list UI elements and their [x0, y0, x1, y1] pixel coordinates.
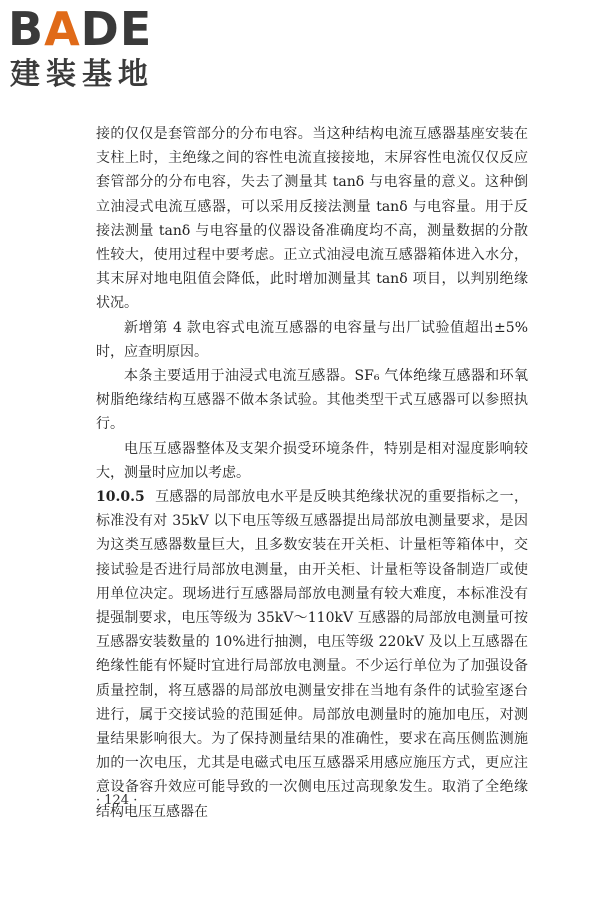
paragraph: 新增第 4 款电容式电流互感器的电容量与出厂试验值超出±5%时，应查明原因。: [96, 319, 528, 360]
paragraph: 本条主要适用于油浸式电流互感器。SF₆ 气体绝缘互感器和环氧树脂绝缘结构互感器不做本条试验。其他类型干式互感器可以参照执行。: [96, 368, 528, 433]
logo-subtitle: 建装基地: [10, 57, 154, 92]
section-text: 互感器的局部放电水平是反映其绝缘状况的重要指标之一，标准没有对 35kV 以下电压等级互感器提出局部放电测量要求，是因为这类互感器数量巨大，且多数安装在开关柜、计量柜等箱体中，交接试验是否进行局部放电测量，由开关柜、计量柜等设备制造厂或使用单位决定。现场进行互感器局部放电测量有较大难度，本标准没有提强制要求，电压等级为 35kV～110kV 互感器的局部放电测量可按互感器安装数量的 10%进行抽测，电压等级 220kV 及以上互感器在绝缘性能有怀疑时宜进行局部放电测量。不少运行单位为了加强设备质量控制，将互感器的局部放电测量安排在当地有条件的试验室逐台进行，属于交接试验的范围延伸。局部放电测量时的施加电压，对测量结果影响很大。为了保持测量结果的准确性，要求在高压侧监测施加的一次电压，尤其是电磁式电压互感器采用感应施压方式，更应注意设备容升效应可能导致的一次侧电压过高现象发生。取消了全绝缘结构电压互感器在: [96, 489, 528, 820]
section-number: 10.0.5: [96, 489, 145, 506]
page-body: [96, 122, 528, 824]
paragraph: 接的仅仅是套管部分的分布电容。当这种结构电流互感器基座安装在支柱上时，主绝缘之间的容性电流直接接地，末屏容性电流仅仅反应套管部分的分布电容，失去了测量其 tanδ 与电容量的意义。这种倒立油浸式电流互感器，可以采用反接法测量 tanδ 与电容量。用于反接法测量 tanδ 与电容量的仪器设备准确度均不高，测量数据的分散性较大，使用过程中要考虑。正立式油浸电流互感器箱体进入水分，其末屏对地电阻值会降低，此时增加测量其 tanδ 项目，以判别绝缘状况。: [96, 126, 528, 312]
page-number: · 124 ·: [96, 793, 138, 808]
logo-accent-letter: A: [44, 2, 81, 56]
logo-wordmark: BADE: [8, 2, 153, 56]
brand-logo: [8, 4, 198, 100]
section-paragraph: [96, 485, 528, 824]
paragraph: 电压互感器整体及支架介损受环境条件，特别是相对湿度影响较大，测量时应加以考虑。: [96, 440, 528, 481]
